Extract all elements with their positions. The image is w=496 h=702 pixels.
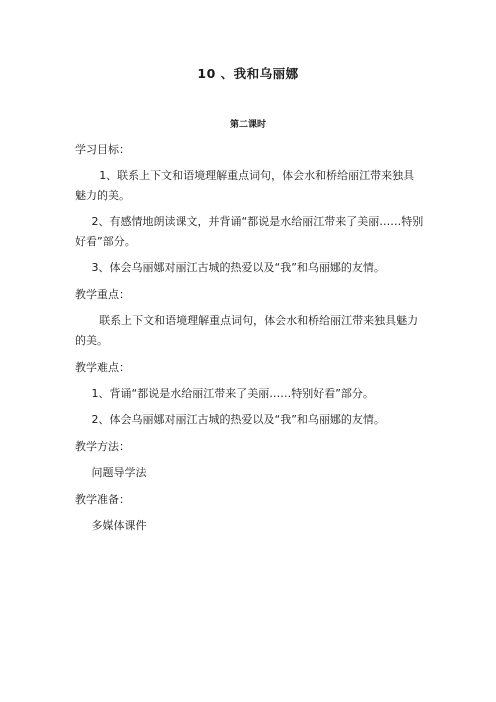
goals-heading: 学习目标： <box>75 143 130 156</box>
preparation-text: 多媒体课件 <box>91 519 147 532</box>
key-points-heading: 教学重点： <box>75 288 130 301</box>
methods-heading: 教学方法： <box>75 440 130 453</box>
lesson-subtitle: 第二课时 <box>229 120 266 130</box>
lesson-title: 10 、我和乌丽娜 <box>197 66 299 81</box>
goal-item: 1、联系上下文和语境理解重点词句，体会水和桥给丽江带来独具魅力的美。 <box>75 169 415 202</box>
goal-item: 2、有感情地朗读课文，并背诵“都说是水给丽江带来了美丽……特别好看”部分。 <box>75 215 424 248</box>
difficulty-item: 1、背诵“都说是水给丽江带来了美丽……特别好看”部分。 <box>91 387 374 400</box>
goal-item: 3、体会乌丽娜对丽江古城的热爱以及“我”和乌丽娜的友情。 <box>91 261 385 274</box>
difficulties-heading: 教学难点： <box>75 361 130 374</box>
preparation-heading: 教学准备： <box>75 493 130 506</box>
methods-text: 问题导学法 <box>91 466 147 479</box>
difficulty-item: 2、体会乌丽娜对丽江古城的热爱以及“我”和乌丽娜的友情。 <box>91 413 385 426</box>
key-points-text: 联系上下文和语境理解重点词句，体会水和桥给丽江带来独具魅力的美。 <box>75 314 419 347</box>
lesson-content <box>75 140 425 536</box>
